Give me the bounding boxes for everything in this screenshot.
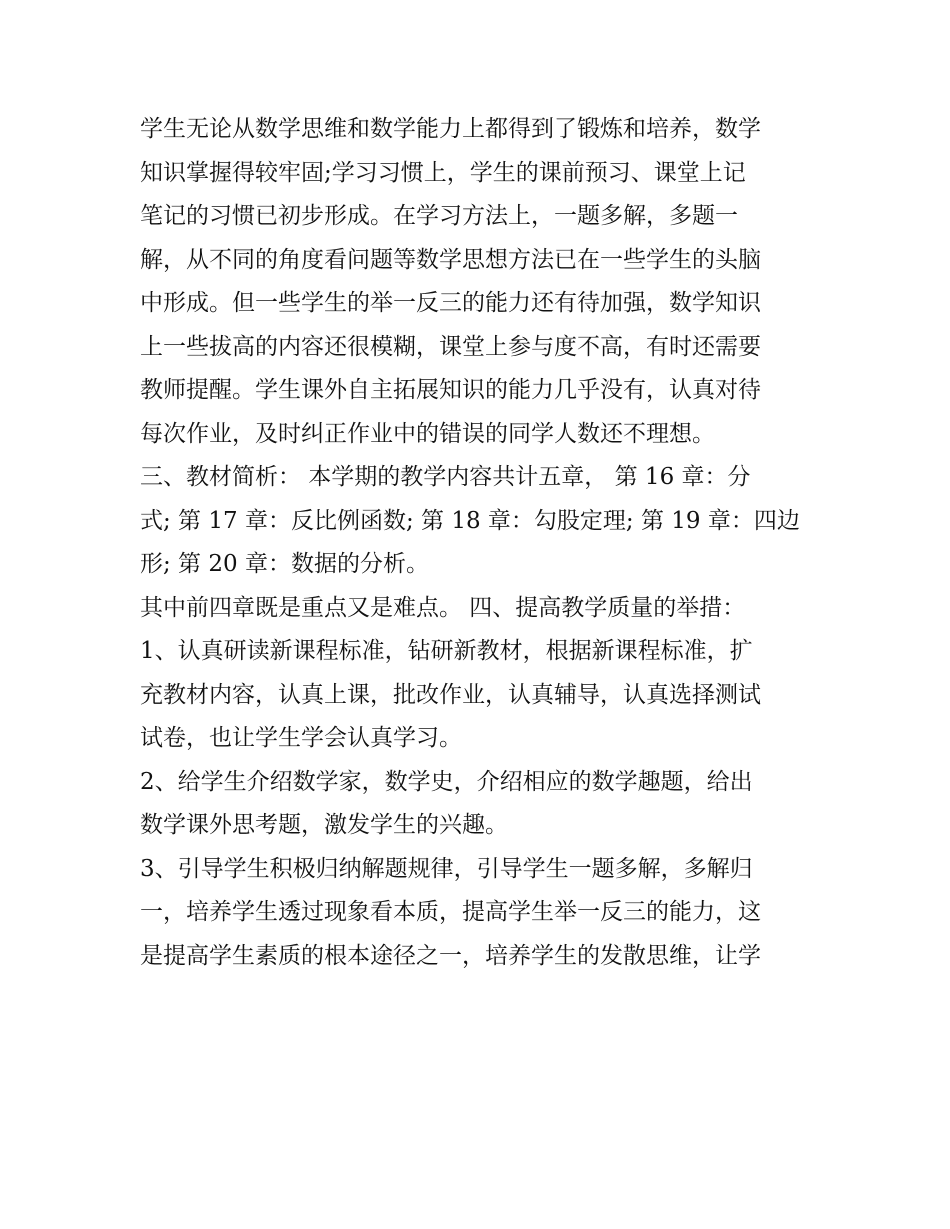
document-body [140,108,820,978]
text-line: 1、认真研读新课程标准，钻研新教材，根据新课程标准，扩 [140,638,753,664]
text-line: 学生无论从数学思维和数学能力上都得到了锻炼和培养，数学 [140,116,761,142]
text-line: 3、引导学生积极归纳解题规律，引导学生一题多解，多解归 [140,855,753,882]
text-line: 试卷，也让学生学会认真学习。 [140,725,462,751]
paragraph-student-analysis [140,108,820,456]
text-line: 形; 第 20 章：数据的分析。 [140,551,429,577]
text-line: 式; 第 17 章：反比例函数; 第 18 章：勾股定理; 第 19 章：四边 [140,507,800,534]
text-line: 是提高学生素质的根本途径之一，培养学生的发散思维，让学 [140,942,761,969]
text-line: 解，从不同的角度看问题等数学思想方法已在一些学生的头脑 [140,246,761,273]
text-line: 上一些拔高的内容还很模糊，课堂上参与度不高，有时还需要 [140,333,761,360]
text-line: 2、给学生介绍数学家，数学史，介绍相应的数学趣题，给出 [140,768,753,795]
text-line: 数学课外思考题，激发学生的兴趣。 [140,812,508,838]
paragraph-measure-2 [140,761,820,848]
paragraph-measure-3 [140,848,820,979]
text-line: 中形成。但一些学生的举一反三的能力还有待加强，数学知识 [140,290,761,316]
text-line: 三、教材简析： 本学期的教学内容共计五章， 第 16 章：分 [140,464,751,490]
text-line: 充教材内容，认真上课，批改作业，认真辅导，认真选择测试 [140,681,761,708]
text-line: 笔记的习惯已初步形成。在学习方法上，一题多解，多题一 [140,203,738,229]
paragraph-measure-1 [140,630,820,761]
paragraph-textbook-analysis [140,456,820,587]
text-line: 其中前四章既是重点又是难点。 四、提高教学质量的举措： [140,594,746,621]
text-line: 每次作业，及时纠正作业中的错误的同学人数还不理想。 [140,420,715,447]
text-line: 知识掌握得较牢固;学习习惯上，学生的课前预习、课堂上记 [140,159,746,186]
paragraph-measures-heading [140,587,820,631]
text-line: 一，培养学生透过现象看本质，提高学生举一反三的能力，这 [140,899,761,925]
text-line: 教师提醒。学生课外自主拓展知识的能力几乎没有，认真对待 [140,377,761,403]
